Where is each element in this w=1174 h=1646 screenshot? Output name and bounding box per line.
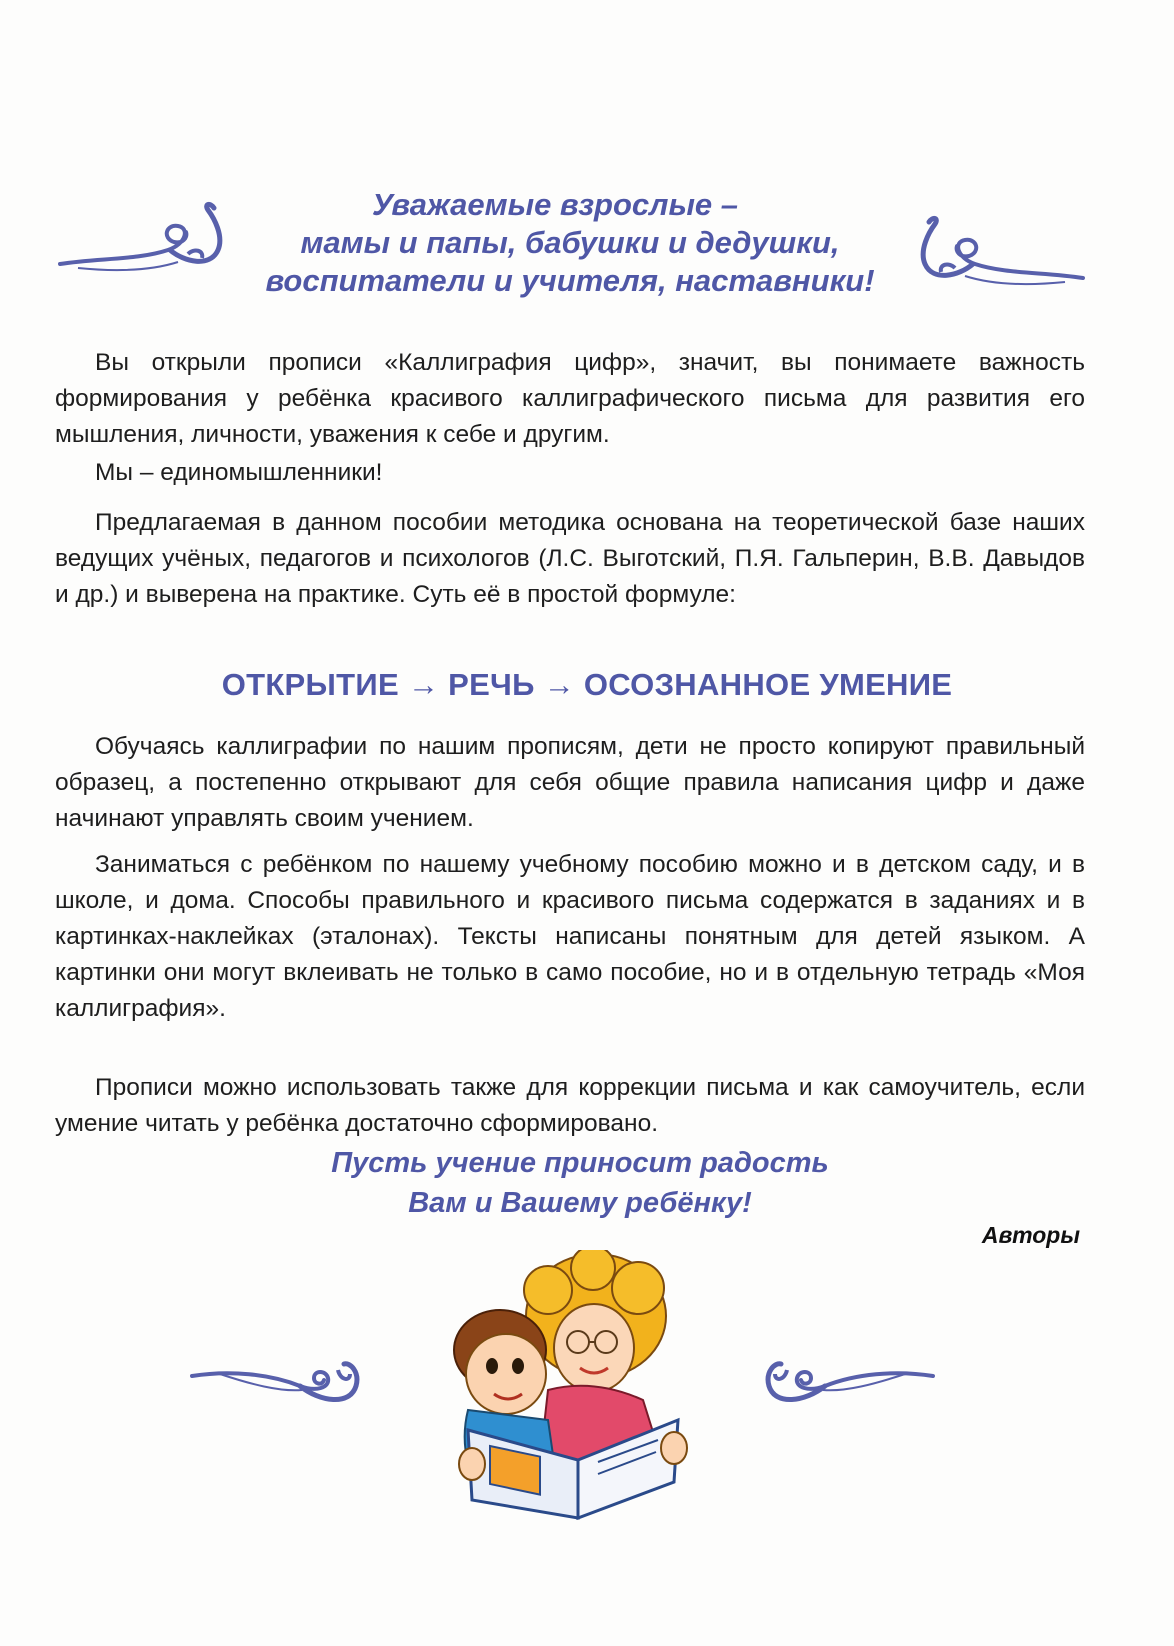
paragraph-correction-text: Прописи можно использовать также для коррекции письма и как самоучитель, если умение читать у ребёнка достаточно сформировано. [55,1074,1085,1137]
paragraph-method-text: Предлагаемая в данном пособии методика основана на теоретической базе наших ведущих учёных, педагогов и психологов (Л.С. Выготский, П.Я. Гальперин, В.В. Давыдов и др.) и выверена на практике. Суть её в простой формуле: [55,509,1085,608]
ornament-bottom-right [755,1340,935,1420]
paragraph-like-minded [55,455,1085,491]
formula-heading: ОТКРЫТИЕ → РЕЧЬ → ОСОЗНАННОЕ УМЕНИЕ [221,667,953,702]
authors-signature: Авторы [981,1222,1080,1248]
paragraph-intro-text: Вы открыли прописи «Каллиграфия цифр», значит, вы понимаете важность формирования у ребёнка красивого каллиграфического письма для развития его мышления, личности, уважения к себе и другим. [55,349,1085,448]
paragraph-like-minded-text: Мы – единомышленники! [95,459,383,486]
greeting-heading [240,186,900,300]
paragraph-learning-text: Обучаясь каллиграфии по нашим прописям, дети не просто копируют правильный образец, а постепенно открывают для себя общие правила написания цифр и даже начинают управлять своим учением. [55,733,1085,832]
reading-illustration [428,1250,728,1525]
ornament-top-right [910,212,1085,302]
paragraph-intro [55,345,1085,453]
heading-line-3: воспитатели и учителя, наставники! [265,263,875,298]
heading-line-2: мамы и папы, бабушки и дедушки, [300,225,840,260]
wish-line-1: Пусть учение приносит радость [331,1147,829,1179]
ornament-top-left [58,198,233,288]
closing-wish [200,1143,960,1223]
paragraph-correction [55,1070,1085,1142]
paragraph-learning [55,729,1085,837]
paragraph-method [55,505,1085,613]
ornament-bottom-left [190,1340,370,1420]
paragraph-usage [55,847,1085,1027]
heading-line-1: Уважаемые взрослые – [371,187,739,222]
paragraph-usage-text: Заниматься с ребёнком по нашему учебному пособию можно и в детском саду, и в школе, и дома. Способы правильного и красивого письма содержатся в заданиях и в картинках-наклейках (эталонах). Тексты написаны понятным для детей языком. А картинки они могут вклеивать не только в само пособие, но и в отдельную тетрадь «Моя каллиграфия». [55,851,1085,1022]
wish-line-2: Вам и Вашему ребёнку! [408,1187,752,1219]
